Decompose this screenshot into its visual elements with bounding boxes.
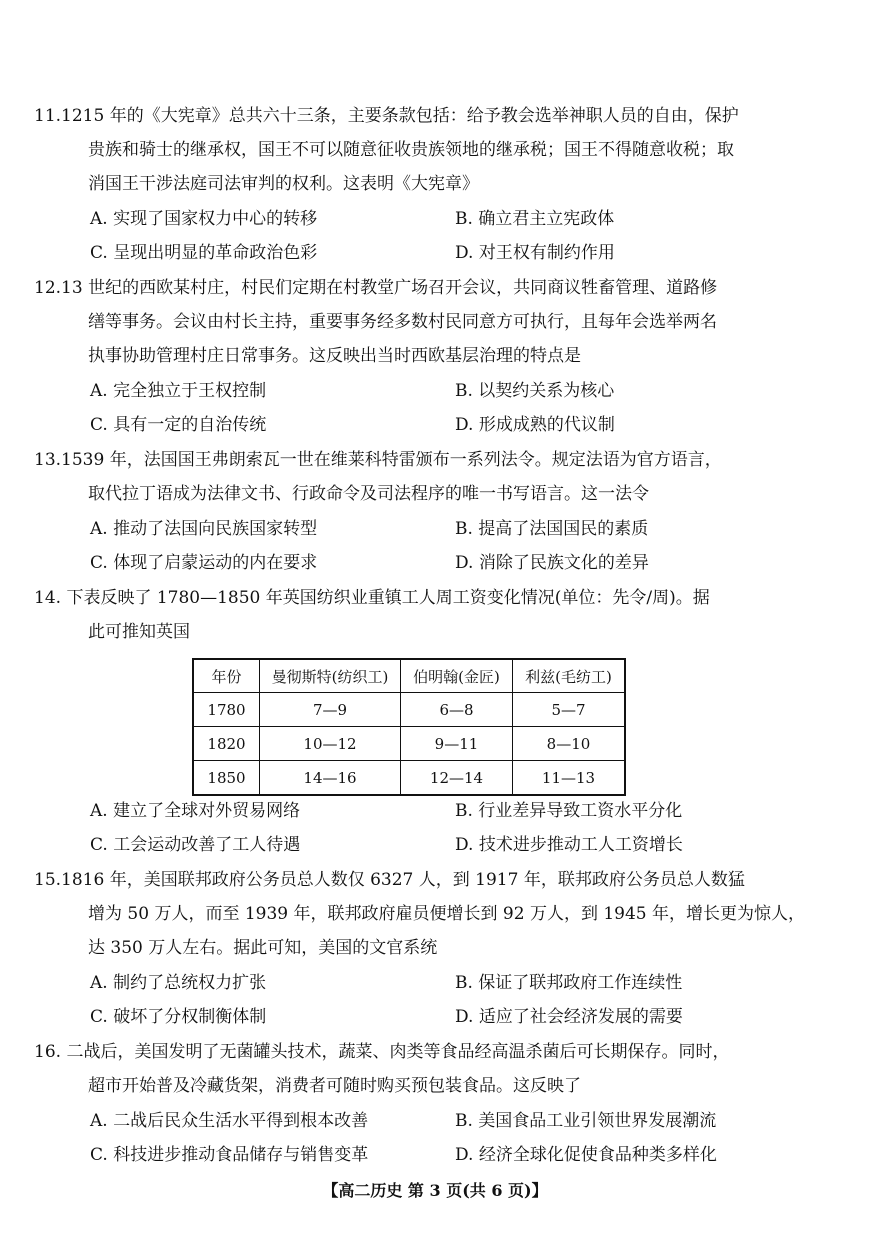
q14-line-1: 14. 下表反映了 1780—1850 年英国纺织业重镇工人周工资变化情况(单位：先令/周)。据: [34, 588, 710, 608]
q11-line-3: 消国王干涉法庭司法审判的权利。这表明《大宪章》: [88, 174, 479, 194]
q12-line-2: 缮等事务。会议由村长主持，重要事务经多数村民同意方可执行，且每年会选举两名: [88, 312, 717, 332]
table-cell: 1820: [193, 727, 260, 761]
q14-option-d: D. 技术进步推动工人工资增长: [455, 835, 683, 855]
table-cell: 6—8: [401, 693, 513, 727]
q15-option-a: A. 制约了总统权力扩张: [90, 973, 267, 993]
table-cell: 11—13: [513, 761, 626, 796]
table-header-cell: 伯明翰(金匠): [401, 659, 513, 693]
table-cell: 8—10: [513, 727, 626, 761]
q12-option-a: A. 完全独立于王权控制: [90, 381, 267, 401]
q15-line-2: 增为 50 万人，而至 1939 年，联邦政府雇员便增长到 92 万人，到 1945 年，增长更为惊人，: [88, 904, 806, 924]
q12-option-d: D. 形成成熟的代议制: [455, 415, 615, 435]
q15-line-1: 15.1816 年，美国联邦政府公务员总人数仅 6327 人，到 1917 年，联邦政府公务员总人数猛: [34, 870, 745, 890]
q13-option-a: A. 推动了法国向民族国家转型: [90, 519, 318, 539]
q13-line-1: 13.1539 年，法国国王弗朗索瓦一世在维莱科特雷颁布一系列法令。规定法语为官方语言，: [34, 450, 722, 470]
table-cell: 14—16: [260, 761, 401, 796]
q16-line-1: 16. 二战后，美国发明了无菌罐头技术，蔬菜、肉类等食品经高温杀菌后可长期保存。同时，: [34, 1042, 730, 1062]
q11-option-b: B. 确立君主立宪政体: [455, 209, 615, 229]
page-footer: 【高二历史 第 3 页(共 6 页)】: [322, 1181, 548, 1200]
table-header-cell: 年份: [193, 659, 260, 693]
table-cell: 7—9: [260, 693, 401, 727]
q16-option-c: C. 科技进步推动食品储存与销售变革: [90, 1145, 369, 1165]
q11-line-1: 11.1215 年的《大宪章》总共六十三条，主要条款包括：给予教会选举神职人员的自由，保护: [34, 106, 739, 126]
q15-option-d: D. 适应了社会经济发展的需要: [455, 1007, 683, 1027]
wage-table: [192, 658, 626, 796]
table-header-cell: 曼彻斯特(纺织工): [260, 659, 401, 693]
q15-option-b: B. 保证了联邦政府工作连续性: [455, 973, 683, 993]
q11-option-a: A. 实现了国家权力中心的转移: [90, 209, 318, 229]
q14-option-c: C. 工会运动改善了工人待遇: [90, 835, 301, 855]
table-cell: 1850: [193, 761, 260, 796]
q14-option-a: A. 建立了全球对外贸易网络: [90, 801, 301, 821]
table-header-row: [193, 659, 625, 693]
q15-line-3: 达 350 万人左右。据此可知，美国的文官系统: [88, 938, 438, 958]
q13-line-2: 取代拉丁语成为法律文书、行政命令及司法程序的唯一书写语言。这一法令: [88, 484, 649, 504]
table-row: [193, 693, 625, 727]
table-header-cell: 利兹(毛纺工): [513, 659, 626, 693]
q13-option-b: B. 提高了法国国民的素质: [455, 519, 649, 539]
q11-option-d: D. 对王权有制约作用: [455, 243, 615, 263]
q12-line-1: 12.13 世纪的西欧某村庄，村民们定期在村教堂广场召开会议，共同商议牲畜管理、道路修: [34, 278, 718, 298]
q14-option-b: B. 行业差异导致工资水平分化: [455, 801, 683, 821]
q14-line-2: 此可推知英国: [88, 622, 190, 642]
table-cell: 5—7: [513, 693, 626, 727]
q16-option-d: D. 经济全球化促使食品种类多样化: [455, 1145, 717, 1165]
table-cell: 10—12: [260, 727, 401, 761]
q13-option-c: C. 体现了启蒙运动的内在要求: [90, 553, 318, 573]
table-cell: 12—14: [401, 761, 513, 796]
q15-option-c: C. 破坏了分权制衡体制: [90, 1007, 267, 1027]
table-row: [193, 727, 625, 761]
q11-line-2: 贵族和骑士的继承权，国王不可以随意征收贵族领地的继承税；国王不得随意收税；取: [88, 140, 734, 160]
q16-line-2: 超市开始普及冷藏货架，消费者可随时购买预包装食品。这反映了: [88, 1076, 581, 1096]
q11-option-c: C. 呈现出明显的革命政治色彩: [90, 243, 318, 263]
q12-line-3: 执事协助管理村庄日常事务。这反映出当时西欧基层治理的特点是: [88, 346, 581, 366]
table-cell: 1780: [193, 693, 260, 727]
table-cell: 9—11: [401, 727, 513, 761]
q16-option-a: A. 二战后民众生活水平得到根本改善: [90, 1111, 369, 1131]
q12-option-c: C. 具有一定的自治传统: [90, 415, 267, 435]
q16-option-b: B. 美国食品工业引领世界发展潮流: [455, 1111, 717, 1131]
q12-option-b: B. 以契约关系为核心: [455, 381, 615, 401]
table-row: [193, 761, 625, 796]
q13-option-d: D. 消除了民族文化的差异: [455, 553, 649, 573]
